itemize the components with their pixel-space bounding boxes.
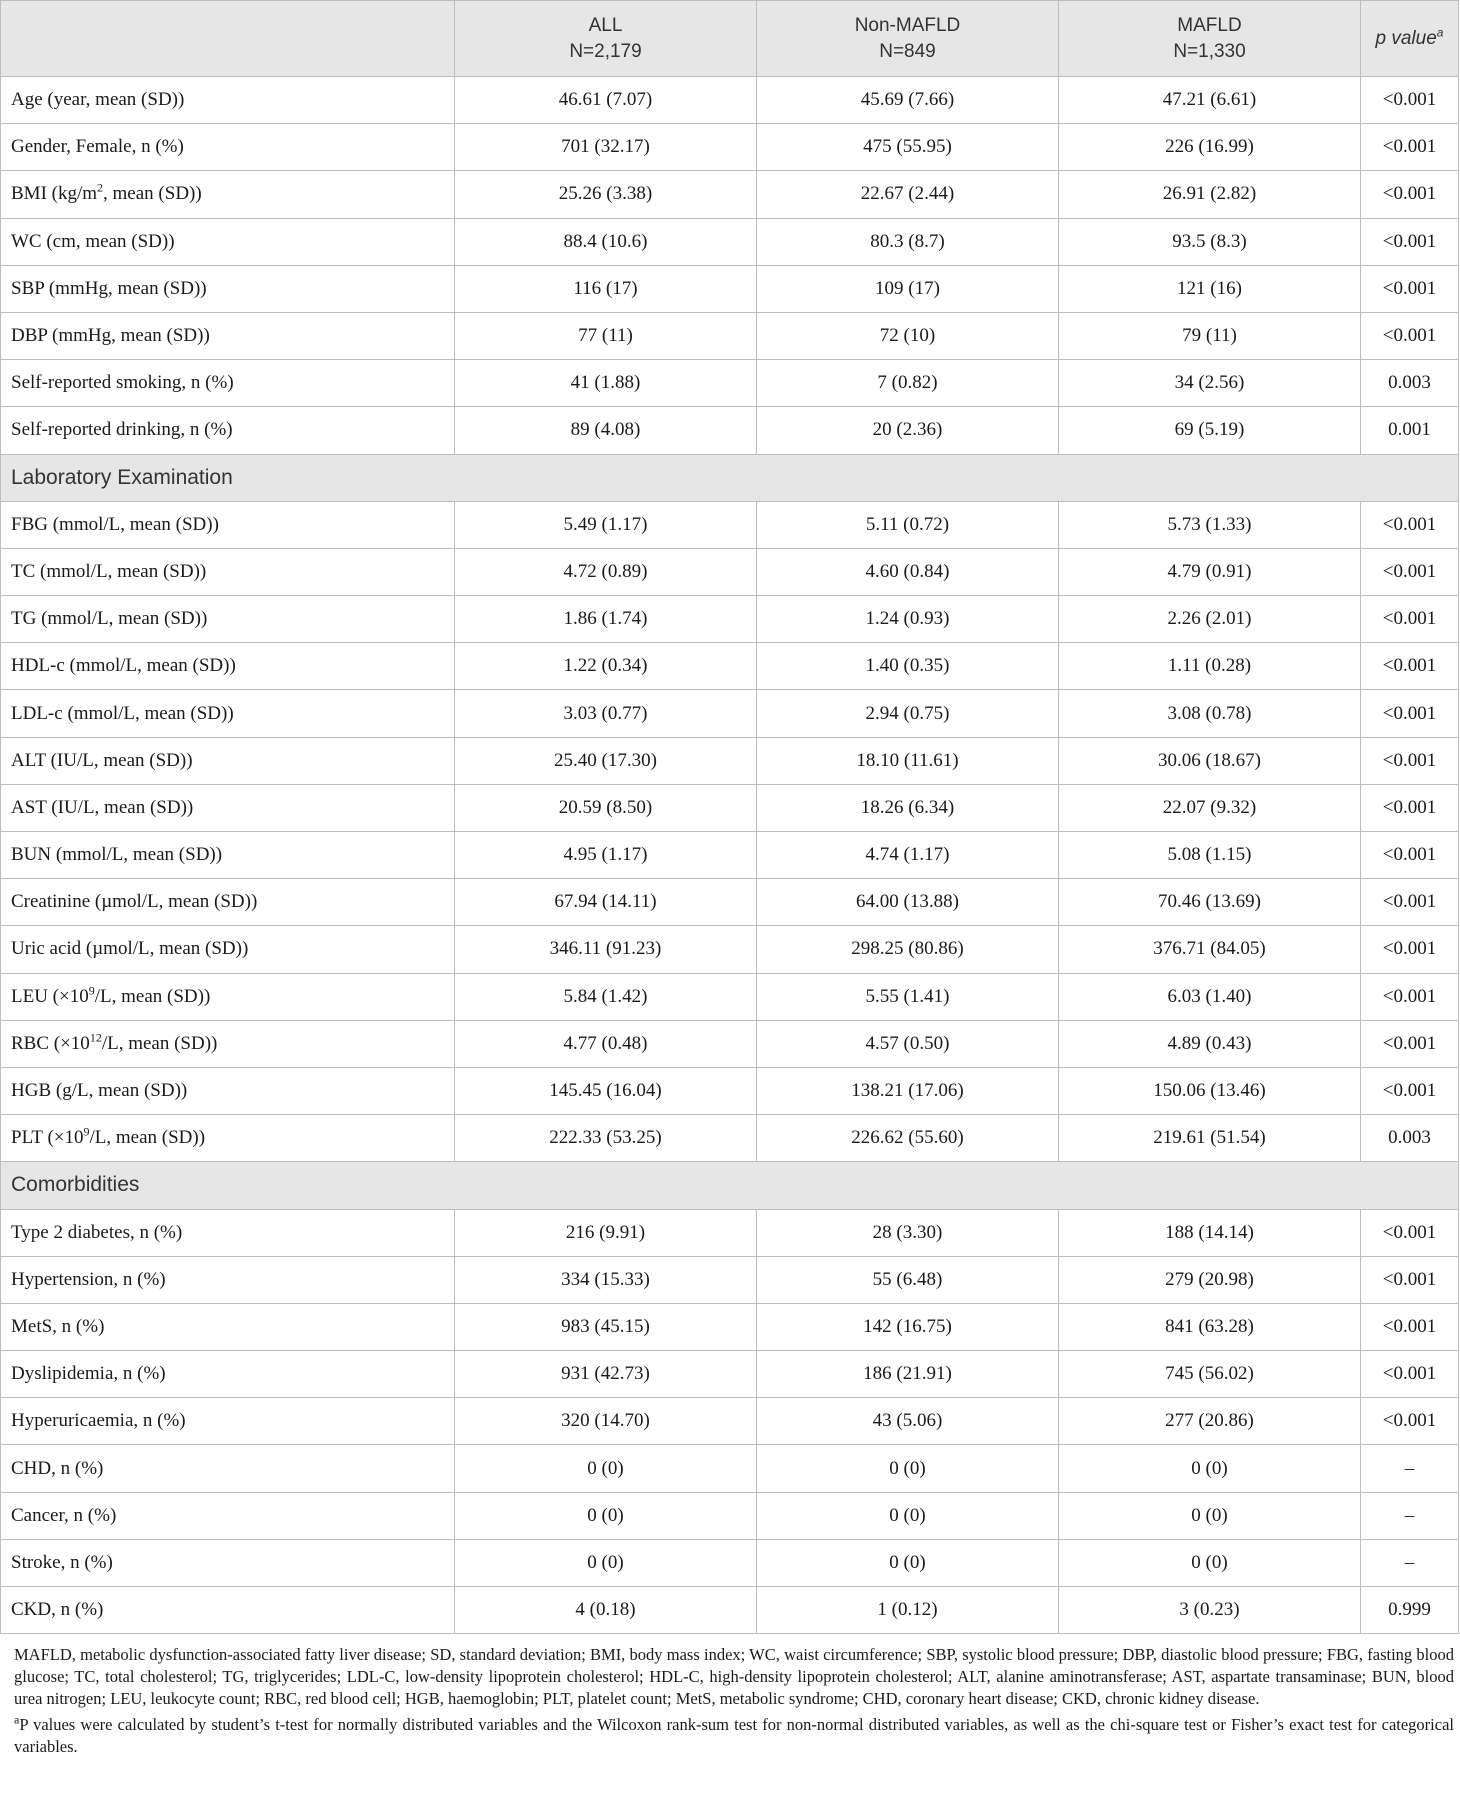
table-footnotes [14,1644,1454,1758]
cell-all: 46.61 (7.07) [455,77,757,124]
cell-p-value: <0.001 [1361,501,1459,548]
pvalue-note-text: P values were calculated by student’s t-test for normally distributed variables and the Wilcoxon rank-sum test for non-normal distributed variables, as well as the chi-square test or Fisher’s exact test for categorical variables. [14,1715,1454,1757]
cell-all: 4.72 (0.89) [455,548,757,595]
cell-mafld: 121 (16) [1059,265,1361,312]
header-all [455,1,757,77]
row-label [1,1492,455,1539]
table-row [1,1303,1459,1350]
cell-all: 5.49 (1.17) [455,501,757,548]
table-row [1,171,1459,218]
table-row [1,312,1459,359]
cell-all: 89 (4.08) [455,407,757,454]
cell-p-value: 0.003 [1361,1115,1459,1162]
row-label-text: AST (IU/L, mean (SD)) [11,796,194,818]
cell-all: 983 (45.15) [455,1303,757,1350]
cell-non-mafld: 0 (0) [757,1492,1059,1539]
cell-non-mafld: 0 (0) [757,1445,1059,1492]
cell-p-value: – [1361,1492,1459,1539]
cell-p-value: <0.001 [1361,926,1459,973]
cell-p-value: <0.001 [1361,218,1459,265]
cell-mafld: 188 (14.14) [1059,1209,1361,1256]
cell-mafld: 30.06 (18.67) [1059,737,1361,784]
row-label [1,784,455,831]
row-label-text: CKD, n (%) [11,1599,104,1621]
row-label-text: BMI (kg/m [11,183,98,205]
cell-mafld: 3.08 (0.78) [1059,690,1361,737]
row-label-text: HGB (g/L, mean (SD)) [11,1080,188,1102]
header-p-value-footnote-marker: a [1436,25,1444,40]
table-body [1,77,1459,1634]
cell-mafld: 69 (5.19) [1059,407,1361,454]
row-label-text: WC (cm, mean (SD)) [11,230,175,252]
cell-p-value: <0.001 [1361,171,1459,218]
row-label-text: Self-reported drinking, n (%) [11,419,233,441]
cell-non-mafld: 142 (16.75) [757,1303,1059,1350]
row-label [1,1067,455,1114]
cell-non-mafld: 475 (55.95) [757,124,1059,171]
table-row [1,218,1459,265]
row-label [1,596,455,643]
cell-non-mafld: 20 (2.36) [757,407,1059,454]
cell-all: 25.40 (17.30) [455,737,757,784]
row-label [1,1209,455,1256]
table-row [1,596,1459,643]
row-label [1,312,455,359]
cell-p-value: <0.001 [1361,124,1459,171]
cell-mafld: 34 (2.56) [1059,360,1361,407]
cell-all: 41 (1.88) [455,360,757,407]
row-label-text: Stroke, n (%) [11,1551,113,1573]
table-row [1,1115,1459,1162]
cell-mafld: 6.03 (1.40) [1059,973,1361,1020]
table-row [1,1492,1459,1539]
table-row [1,926,1459,973]
cell-mafld: 0 (0) [1059,1492,1361,1539]
cell-all: 145.45 (16.04) [455,1067,757,1114]
header-non-mafld [757,1,1059,77]
cell-non-mafld: 109 (17) [757,265,1059,312]
row-label [1,548,455,595]
cell-p-value: 0.999 [1361,1587,1459,1634]
table-row [1,360,1459,407]
row-label-text: Hypertension, n (%) [11,1268,166,1290]
section-heading: Laboratory Examination [1,454,1459,501]
header-non-mafld-n: N=849 [879,40,936,62]
header-mafld-n: N=1,330 [1173,40,1246,62]
table-row [1,784,1459,831]
table-row [1,832,1459,879]
cell-non-mafld: 80.3 (8.7) [757,218,1059,265]
cell-all: 216 (9.91) [455,1209,757,1256]
row-label [1,1020,455,1067]
cell-all: 1.22 (0.34) [455,643,757,690]
cell-mafld: 219.61 (51.54) [1059,1115,1361,1162]
cell-mafld: 745 (56.02) [1059,1351,1361,1398]
cell-p-value: <0.001 [1361,1351,1459,1398]
row-label-text: LDL-c (mmol/L, mean (SD)) [11,702,234,724]
cell-all: 0 (0) [455,1492,757,1539]
cell-mafld: 4.89 (0.43) [1059,1020,1361,1067]
cell-non-mafld: 18.26 (6.34) [757,784,1059,831]
cell-p-value: – [1361,1539,1459,1586]
row-label [1,407,455,454]
cell-all: 346.11 (91.23) [455,926,757,973]
row-label-text: Age (year, mean (SD)) [11,89,185,111]
row-label [1,501,455,548]
cell-non-mafld: 22.67 (2.44) [757,171,1059,218]
cell-non-mafld: 45.69 (7.66) [757,77,1059,124]
row-label-text: ALT (IU/L, mean (SD)) [11,749,193,771]
table-row [1,1587,1459,1634]
table-row [1,973,1459,1020]
cell-all: 5.84 (1.42) [455,973,757,1020]
row-label [1,360,455,407]
cell-mafld: 5.08 (1.15) [1059,832,1361,879]
cell-non-mafld: 4.60 (0.84) [757,548,1059,595]
cell-p-value: <0.001 [1361,1067,1459,1114]
row-label-text: /L, mean (SD)) [89,1127,206,1149]
row-label [1,832,455,879]
cell-mafld: 47.21 (6.61) [1059,77,1361,124]
cell-non-mafld: 1.40 (0.35) [757,643,1059,690]
header-mafld-title: MAFLD [1177,14,1242,36]
table-row [1,1398,1459,1445]
table-row [1,1209,1459,1256]
cell-mafld: 841 (63.28) [1059,1303,1361,1350]
cell-mafld: 2.26 (2.01) [1059,596,1361,643]
header-row [1,1,1459,77]
table-row [1,1256,1459,1303]
cell-p-value: <0.001 [1361,784,1459,831]
cell-p-value: <0.001 [1361,737,1459,784]
cell-all: 931 (42.73) [455,1351,757,1398]
cell-non-mafld: 138.21 (17.06) [757,1067,1059,1114]
row-label-superscript: 9 [83,1124,90,1139]
row-label [1,1445,455,1492]
row-label-superscript: 9 [88,983,95,998]
cell-mafld: 26.91 (2.82) [1059,171,1361,218]
cell-mafld: 93.5 (8.3) [1059,218,1361,265]
cell-non-mafld: 1.24 (0.93) [757,596,1059,643]
cell-all: 0 (0) [455,1445,757,1492]
row-label-text: /L, mean (SD)) [101,1032,218,1054]
row-label-text: MetS, n (%) [11,1315,105,1337]
row-label-text: BUN (mmol/L, mean (SD)) [11,844,223,866]
row-label [1,171,455,218]
cell-mafld: 22.07 (9.32) [1059,784,1361,831]
table-row [1,1445,1459,1492]
cell-p-value: <0.001 [1361,1256,1459,1303]
header-non-mafld-title: Non-MAFLD [854,14,961,36]
header-all-title: ALL [588,14,623,36]
cell-non-mafld: 5.55 (1.41) [757,973,1059,1020]
cell-p-value: <0.001 [1361,1398,1459,1445]
cell-mafld: 150.06 (13.46) [1059,1067,1361,1114]
row-label [1,1115,455,1162]
cell-p-value: <0.001 [1361,312,1459,359]
cell-non-mafld: 226.62 (55.60) [757,1115,1059,1162]
cell-p-value: <0.001 [1361,548,1459,595]
table-row [1,501,1459,548]
cell-non-mafld: 64.00 (13.88) [757,879,1059,926]
cell-non-mafld: 55 (6.48) [757,1256,1059,1303]
row-label-text: Creatinine (µmol/L, mean (SD)) [11,891,258,913]
row-label-text: FBG (mmol/L, mean (SD)) [11,513,219,535]
row-label [1,77,455,124]
row-label [1,1256,455,1303]
cell-mafld: 279 (20.98) [1059,1256,1361,1303]
header-p-value-text: p value [1375,27,1437,49]
row-label [1,1303,455,1350]
cell-mafld: 4.79 (0.91) [1059,548,1361,595]
cell-mafld: 70.46 (13.69) [1059,879,1361,926]
row-label [1,218,455,265]
row-label-text: CHD, n (%) [11,1457,104,1479]
table-header [1,1,1459,77]
cell-mafld: 5.73 (1.33) [1059,501,1361,548]
cell-non-mafld: 2.94 (0.75) [757,690,1059,737]
cell-p-value: <0.001 [1361,973,1459,1020]
cell-p-value: <0.001 [1361,1020,1459,1067]
row-label [1,124,455,171]
row-label-text: TC (mmol/L, mean (SD)) [11,560,207,582]
cell-all: 3.03 (0.77) [455,690,757,737]
cell-p-value: <0.001 [1361,879,1459,926]
cell-p-value: <0.001 [1361,77,1459,124]
row-label [1,737,455,784]
cell-p-value: – [1361,1445,1459,1492]
cell-all: 77 (11) [455,312,757,359]
abbreviations-note: MAFLD, metabolic dysfunction-associated fatty liver disease; SD, standard deviation; BMI, body mass index; WC, waist circumference; SBP, systolic blood pressure; DBP, diastolic blood pressure; FBG, fasting blood glucose; TC, total cholesterol; TG, triglycerides; LDL-C, low-density lipoprotein cholesterol; HDL-C, high-density lipoprotein cholesterol; ALT, alanine aminotransferase; AST, aspartate transaminase; BUN, blood urea nitrogen; LEU, leukocyte count; RBC, red blood cell; HGB, haemoglobin; PLT, platelet count; MetS, metabolic syndrome; CHD, coronary heart disease; CKD, chronic kidney disease. [14,1645,1454,1709]
cell-p-value: 0.001 [1361,407,1459,454]
cell-non-mafld: 43 (5.06) [757,1398,1059,1445]
row-label [1,1539,455,1586]
pvalue-note [14,1714,1454,1758]
cell-p-value: <0.001 [1361,1209,1459,1256]
row-label [1,643,455,690]
pvalue-note-marker: a [14,1712,20,1727]
row-label-text: /L, mean (SD)) [94,985,211,1007]
cell-mafld: 1.11 (0.28) [1059,643,1361,690]
row-label-text: LEU (×10 [11,985,89,1007]
row-label-text: , mean (SD)) [103,183,202,205]
row-label [1,926,455,973]
row-label-text: Type 2 diabetes, n (%) [11,1221,183,1243]
table-row [1,879,1459,926]
row-label-text: Cancer, n (%) [11,1504,117,1526]
cell-p-value: <0.001 [1361,1303,1459,1350]
cell-all: 25.26 (3.38) [455,171,757,218]
table-row [1,690,1459,737]
table-row [1,1351,1459,1398]
section-row [1,1162,1459,1209]
cell-non-mafld: 298.25 (80.86) [757,926,1059,973]
cell-p-value: <0.001 [1361,690,1459,737]
cell-p-value: <0.001 [1361,265,1459,312]
cell-non-mafld: 0 (0) [757,1539,1059,1586]
cell-all: 222.33 (53.25) [455,1115,757,1162]
cell-mafld: 226 (16.99) [1059,124,1361,171]
cell-all: 20.59 (8.50) [455,784,757,831]
row-label [1,690,455,737]
cell-all: 4 (0.18) [455,1587,757,1634]
cell-p-value: 0.003 [1361,360,1459,407]
row-label [1,1351,455,1398]
cell-all: 4.77 (0.48) [455,1020,757,1067]
cell-mafld: 376.71 (84.05) [1059,926,1361,973]
table-row [1,548,1459,595]
table-row [1,77,1459,124]
row-label-text: HDL-c (mmol/L, mean (SD)) [11,655,236,677]
cell-non-mafld: 4.74 (1.17) [757,832,1059,879]
cell-mafld: 277 (20.86) [1059,1398,1361,1445]
cell-all: 334 (15.33) [455,1256,757,1303]
cell-mafld: 0 (0) [1059,1539,1361,1586]
cell-mafld: 0 (0) [1059,1445,1361,1492]
row-label-text: Uric acid (µmol/L, mean (SD)) [11,938,249,960]
row-label-text: PLT (×10 [11,1127,84,1149]
row-label [1,879,455,926]
row-label-superscript: 12 [89,1030,102,1045]
cell-mafld: 3 (0.23) [1059,1587,1361,1634]
row-label-text: Dyslipidemia, n (%) [11,1363,166,1385]
table-row [1,737,1459,784]
section-row [1,454,1459,501]
cell-all: 320 (14.70) [455,1398,757,1445]
row-label-superscript: 2 [97,181,104,196]
table-row [1,1020,1459,1067]
row-label [1,973,455,1020]
table-row [1,1539,1459,1586]
row-label-text: SBP (mmHg, mean (SD)) [11,277,207,299]
cell-all: 67.94 (14.11) [455,879,757,926]
cell-non-mafld: 4.57 (0.50) [757,1020,1059,1067]
row-label-text: Self-reported smoking, n (%) [11,372,234,394]
cell-all: 116 (17) [455,265,757,312]
section-heading: Comorbidities [1,1162,1459,1209]
table-row [1,265,1459,312]
row-label [1,1587,455,1634]
row-label-text: TG (mmol/L, mean (SD)) [11,608,208,630]
row-label-text: Gender, Female, n (%) [11,136,184,158]
header-p-value [1361,1,1459,77]
cell-p-value: <0.001 [1361,596,1459,643]
row-label [1,1398,455,1445]
cell-non-mafld: 28 (3.30) [757,1209,1059,1256]
cell-all: 4.95 (1.17) [455,832,757,879]
header-all-n: N=2,179 [569,40,642,62]
cell-all: 0 (0) [455,1539,757,1586]
row-label [1,265,455,312]
cell-non-mafld: 1 (0.12) [757,1587,1059,1634]
cell-non-mafld: 7 (0.82) [757,360,1059,407]
cell-p-value: <0.001 [1361,832,1459,879]
cell-non-mafld: 186 (21.91) [757,1351,1059,1398]
row-label-text: RBC (×10 [11,1032,90,1054]
cell-mafld: 79 (11) [1059,312,1361,359]
cell-non-mafld: 72 (10) [757,312,1059,359]
row-label-text: DBP (mmHg, mean (SD)) [11,325,210,347]
cell-non-mafld: 5.11 (0.72) [757,501,1059,548]
row-label-text: Hyperuricaemia, n (%) [11,1410,186,1432]
cell-all: 1.86 (1.74) [455,596,757,643]
cell-p-value: <0.001 [1361,643,1459,690]
table-row [1,124,1459,171]
cell-all: 701 (32.17) [455,124,757,171]
table-row [1,643,1459,690]
cell-non-mafld: 18.10 (11.61) [757,737,1059,784]
table-row [1,1067,1459,1114]
header-mafld [1059,1,1361,77]
table-row [1,407,1459,454]
header-variable [1,1,455,77]
cell-all: 88.4 (10.6) [455,218,757,265]
